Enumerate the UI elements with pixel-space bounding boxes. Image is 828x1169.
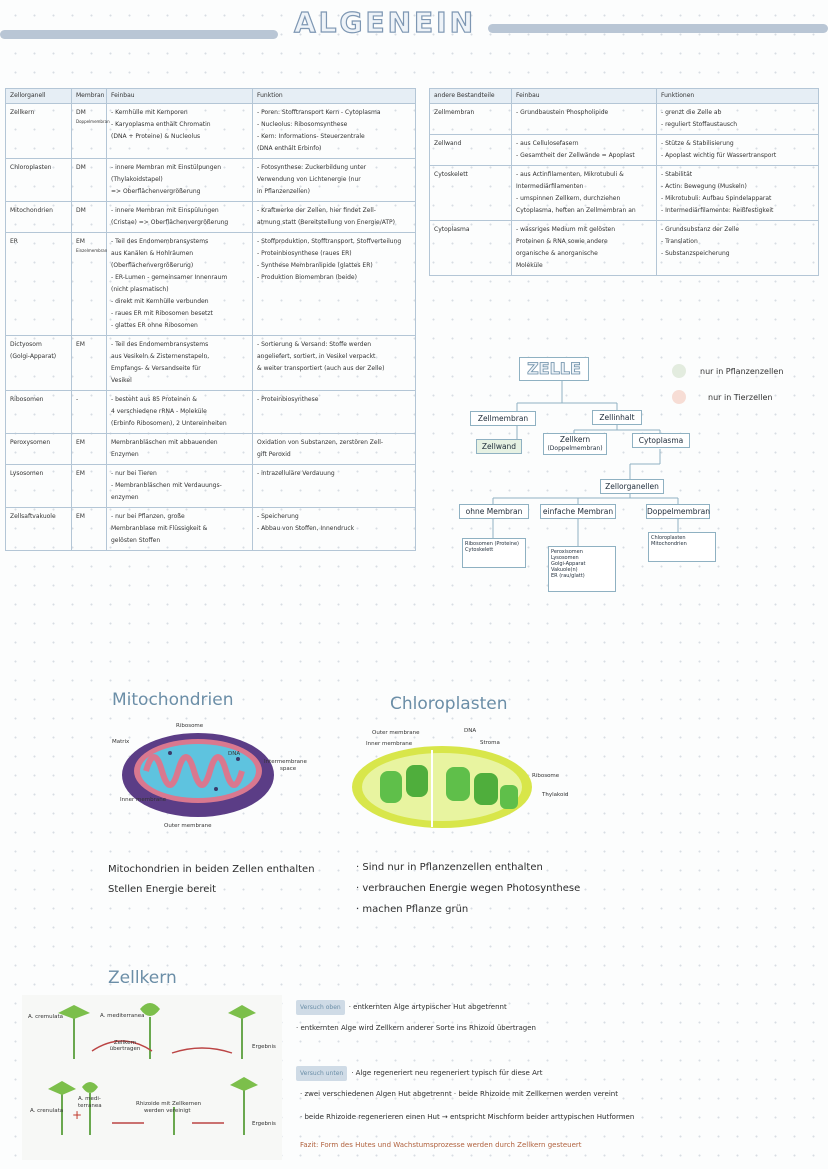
chloro-heading: Chloroplasten [390, 694, 508, 714]
organelle-name: Ribosomen [10, 396, 44, 403]
feinbau-line: - innere Membran mit Einspülungen [111, 207, 219, 214]
chloro-label-dna: DNA [464, 728, 477, 734]
fazit: Fazit: Form des Hutes und Wachstumsprozesse werden durch Zellkern gesteuert [300, 1141, 582, 1149]
chloro-label-inner: Inner membrane [366, 741, 413, 747]
membran-value: DM [76, 207, 86, 214]
tree-root-zelle: ZELLE [519, 357, 589, 381]
header-cell: andere Bestandteile [430, 89, 512, 104]
feinbau-line: - ER-Lumen - gemeinsamer Innenraum [111, 274, 228, 281]
mito-label-dna: DNA [228, 751, 241, 757]
feinbau-line: (Oberflächenvergrößerung) [111, 262, 194, 269]
header-cell: Funktion [253, 89, 416, 104]
funktion-line: - Sortierung & Versand: Stoffe werden [257, 341, 372, 348]
versuch-unten-text-1: · Alge regeneriert neu regeneriert typisch für diese Art [351, 1069, 543, 1077]
organelle-name-2: (Golgi-Apparat) [10, 353, 57, 360]
legend-animal-label: nur in Tierzellen [708, 393, 773, 402]
kern-heading: Zellkern [108, 968, 177, 988]
chloro-label-stroma: Stroma [480, 740, 500, 746]
chloro-note-2: · verbrauchen Energie wegen Photosynthese [356, 883, 581, 894]
feinbau-line: - umspinnen Zellkern, durchziehen [516, 195, 621, 202]
mito-label-intermembrane: Intermembrane [264, 759, 307, 765]
tree-list-item: Ribosomen (Proteine) [465, 541, 519, 547]
feinbau-line: - Grundbaustein Phospholipide [516, 109, 609, 116]
feinbau-line: (DNA + Proteine) & Nucleolus [111, 133, 201, 140]
funktion-line: - Fotosynthese: Zuckerbildung unter [257, 164, 367, 171]
feinbau-line: Intermediärfilamenten [516, 183, 584, 190]
header-cell: Feinbau [512, 89, 657, 104]
tree-zellkern-label: Zellkern [559, 435, 591, 444]
funktion-line: gift Peroxid [257, 451, 291, 458]
feinbau-line: organische & anorganische [516, 250, 598, 257]
mito-label-outer: Outer membrane [164, 823, 212, 829]
feinbau-line: (Cristae) => Oberflächenvergrößerung [111, 219, 229, 226]
mito-label-space: space [280, 766, 297, 772]
tree-zellmembran: Zellmembran [470, 411, 536, 426]
kern-label-mediterranea: A. mediterranea [100, 1013, 145, 1019]
versuch-oben-tag: Versuch oben [296, 1000, 345, 1015]
kern-label-med2a: A. medi- [78, 1096, 101, 1102]
membran-value: EM [76, 439, 85, 446]
tree-list-item: Chloroplasten [651, 535, 686, 541]
feinbau-line: - Teil des Endomembransystems [111, 341, 209, 348]
funktion-line: - grenzt die Zelle ab [661, 109, 722, 116]
funktion-line: - reguliert Stoffaustausch [661, 121, 738, 128]
mito-label-inner: Inner membrane [120, 797, 167, 803]
feinbau-line: - innere Membran mit Einstülpungen [111, 164, 222, 171]
feinbau-line: - direkt mit Kernhülle verbunden [111, 298, 209, 305]
feinbau-line: (Thylakoidstapel) [111, 176, 163, 183]
organelle-name: Chloroplasten [10, 164, 52, 171]
chloro-label-ribosome: Ribosome [532, 773, 560, 779]
feinbau-line: Membranblase mit Flüssigkeit & [111, 525, 208, 532]
legend-plant-label: nur in Pflanzenzellen [700, 367, 784, 376]
feinbau-line: aus Kanälen & Hohlräumen [111, 250, 194, 257]
component-name: Zellwand [434, 140, 462, 147]
funktion-line: - Grundsubstanz der Zelle [661, 226, 740, 233]
funktion-line: Verwendung von Lichtenergie (nur [257, 176, 361, 183]
funktion-line: - Poren: Stofftransport Kern - Cytoplasma [257, 109, 381, 116]
feinbau-line: - aus Actinfilamenten, Mikrotubuli & [516, 171, 624, 178]
feinbau-line: - Membranbläschen mit Verdauungs- [111, 482, 222, 489]
funktion-line: - Intermediärfilamente: Reißfestigkeit [661, 207, 774, 214]
header-cell: Zellorganell [6, 89, 72, 104]
versuch-unten-line-3: · beide Rhizoide regenerieren einen Hut → entspricht Mischform beider arttypischen Hutformen [300, 1113, 635, 1121]
header-cell: Membran [72, 89, 107, 104]
feinbau-line: 4 verschiedene rRNA - Moleküle [111, 408, 207, 415]
funktion-line: - Kern: Informations- Steuerzentrale [257, 133, 365, 140]
membran-value: EM [76, 513, 85, 520]
feinbau-line: - nur bei Tieren [111, 470, 157, 477]
tree-doppel-items [648, 532, 716, 562]
chloro-note-1: · Sind nur in Pflanzenzellen enthalten [356, 862, 543, 873]
membran-value: EM [76, 470, 85, 477]
component-name: Zellmembran [434, 109, 475, 116]
feinbau-line: - aus Cellulosefasern [516, 140, 579, 147]
organelle-name: Zellsaftvakuole [10, 513, 56, 520]
tree-doppelmembran: Doppelmembran [646, 504, 710, 519]
kern-label-ergebnis: Ergebnis [252, 1044, 276, 1050]
mito-note-2: Stellen Energie bereit [108, 884, 217, 895]
funktion-line: - Speicherung [257, 513, 299, 520]
tree-list-item: Vakuole(n) [551, 567, 578, 573]
legend-animal-dot [672, 390, 686, 404]
funktion-line: - Translation [661, 238, 698, 245]
feinbau-line: Moleküle [516, 262, 543, 269]
kern-label-rhizoide1: Rhizoide mit Zellkernen [136, 1101, 202, 1107]
mito-heading: Mitochondrien [112, 690, 234, 710]
feinbau-line: - Teil des Endomembransystems [111, 238, 209, 245]
component-name: Cytoplasma [434, 226, 470, 233]
versuch-oben-line-2: · entkernten Alge wird Zellkern anderer Sorte ins Rhizoid übertragen [296, 1024, 536, 1032]
feinbau-line: - besteht aus 85 Proteinen & [111, 396, 197, 403]
versuch-unten-line-1 [296, 1066, 542, 1081]
feinbau-line: Empfangs- & Versandseite für [111, 365, 201, 372]
funktion-line: - Synthese Membranlipide (glattes ER) [257, 262, 373, 269]
organelle-name: Zellkern [10, 109, 35, 116]
feinbau-line: - Karyoplasma enthält Chromatin [111, 121, 211, 128]
tree-ohne-membran: ohne Membran [459, 504, 529, 519]
versuch-unten-tag: Versuch unten [296, 1066, 347, 1081]
feinbau-line: enzymen [111, 494, 139, 501]
feinbau-line: - raues ER mit Ribosomen besetzt [111, 310, 213, 317]
chloro-label-outer: Outer membrane [372, 730, 420, 736]
organelle-name: Dictyosom [10, 341, 42, 348]
legend-plant-dot [672, 364, 686, 378]
tree-cytoplasma: Cytoplasma [632, 433, 690, 448]
organelle-name: Mitochondrien [10, 207, 53, 214]
funktion-line: Oxidation von Substanzen, zerstören Zell- [257, 439, 384, 446]
funktion-line: in Pflanzenzellen) [257, 188, 310, 195]
membran-note: Einzelmembran [76, 248, 108, 253]
chloroplast-illustration [350, 745, 540, 833]
feinbau-line: => Oberflächenvergrößerung [111, 188, 201, 195]
funktion-line: (DNA enthält Erbinfo) [257, 145, 322, 152]
mito-label-matrix: Matrix [112, 739, 130, 745]
tree-list-item: Golgi-Apparat [551, 561, 586, 567]
tree-zellkern-note: (Doppelmembran) [547, 445, 603, 452]
tree-einfache-membran: einfache Membran [540, 504, 616, 519]
tree-list-item: ER (rau/glatt) [551, 573, 585, 579]
feinbau-line: (nicht plasmatisch) [111, 286, 169, 293]
mitochondrion-illustration [120, 715, 280, 830]
feinbau-line: gelösten Stoffen [111, 537, 161, 544]
feinbau-line: - glattes ER ohne Ribosomen [111, 322, 198, 329]
tree-list-item: Lysosomen [551, 555, 579, 561]
organelle-name: Lysosomen [10, 470, 44, 477]
versuch-oben-text-1: · entkernten Alge artypischer Hut abgetrennt [348, 1003, 507, 1011]
membran-note: Doppelmembran [76, 119, 110, 124]
chloro-note-3: · machen Pflanze grün [356, 904, 469, 915]
tree-list-item: Mitochondrien [651, 541, 687, 547]
organelle-name: ER [10, 238, 18, 245]
funktion-line: - Produktion Biomembran (beide) [257, 274, 357, 281]
feinbau-line: Cytoplasma, heften an Zellmembran an [516, 207, 636, 214]
page-title: ALGENEIN [294, 6, 477, 39]
feinbau-line: (Erbinfo Ribosomen), 2 Untereinheiten [111, 420, 227, 427]
feinbau-line: aus Vesikeln & Zisternenstapeln, [111, 353, 210, 360]
kern-label-kern-uebertragen: Zellkern übertragen [109, 1040, 141, 1052]
membran-value: EM [76, 238, 85, 245]
funktion-line: - Abbau von Stoffen, Innendruck [257, 525, 355, 532]
funktion-line: - Mikrotubuli: Aufbau Spindelapparat [661, 195, 772, 202]
feinbau-line: - wässriges Medium mit gelösten [516, 226, 616, 233]
funktion-line: - Apoplast wichtig für Wassertransport [661, 152, 777, 159]
tree-list-item: Peroxisomen [551, 549, 583, 555]
funktion-line: - Actin: Bewegung (Muskeln) [661, 183, 747, 190]
feinbau-line: Membranbläschen mit abbauenden [111, 439, 218, 446]
tree-zellinhalt: Zellinhalt [592, 410, 642, 425]
tree-zellorganellen: Zellorganellen [600, 479, 664, 494]
feinbau-line: Enzymen [111, 451, 139, 458]
kern-label-ergebnis2: Ergebnis [252, 1121, 276, 1127]
funktion-line: - Nucleolus: Ribosomsynthese [257, 121, 348, 128]
tree-list-item: Cytoskelett [465, 547, 494, 553]
membran-value: - [76, 396, 79, 403]
mito-note-1: Mitochondrien in beiden Zellen enthalten [108, 864, 315, 875]
membran-value: DM [76, 109, 86, 116]
organelle-name: Peroxysomen [10, 439, 51, 446]
feinbau-line: - nur bei Pflanzen, große [111, 513, 185, 520]
funktion-line: - Stütze & Stabilisierung [661, 140, 734, 147]
funktion-line: - Stoffproduktion, Stofftransport, Stoffverteilung [257, 238, 402, 245]
tree-zellkern [543, 433, 607, 455]
feinbau-line: Vesikel [111, 377, 132, 384]
funktion-line: angeliefert, sortiert, in Vesikel verpackt [257, 353, 376, 360]
funktion-line: - Proteinbiosynthese [257, 396, 319, 403]
tree-zellwand: Zellwand [476, 439, 522, 454]
feinbau-line: - Kernhülle mit Kernporen [111, 109, 188, 116]
funktion-line: atmung statt (Bereitstellung von Energie/ATP) [257, 219, 396, 226]
component-name: Cytoskelett [434, 171, 468, 178]
tree-einfache-items [548, 546, 616, 592]
funktion-line: - intrazelluläre Verdauung [257, 470, 335, 477]
kern-label-med2b: terranea [78, 1103, 102, 1109]
kern-label-rhizoide2: werden vereinigt [144, 1108, 191, 1114]
feinbau-line: Proteinen & RNA sowie andere [516, 238, 608, 245]
funktion-line: - Substanzspeicherung [661, 250, 730, 257]
kern-label-crenulata: A. cremulata [28, 1014, 63, 1020]
feinbau-line: - Gesamtheit der Zellwände = Apoplast [516, 152, 635, 159]
mito-label-ribosome: Ribosome [176, 723, 204, 729]
header-cell: Funktionen [657, 89, 819, 104]
svg-text:+: + [72, 1108, 83, 1122]
chloro-label-thylakoid: Thylakoid [542, 792, 569, 798]
versuch-oben-line-1 [296, 1000, 507, 1015]
membran-value: EM [76, 341, 85, 348]
funktion-line: - Proteinbiosynthese (raues ER) [257, 250, 352, 257]
header-cell: Feinbau [107, 89, 253, 104]
kern-label-crenulata2: A. crenulata [30, 1108, 64, 1114]
funktion-line: - Kraftwerke der Zellen, hier findet Zell- [257, 207, 376, 214]
funktion-line: & weiter transportiert (auch aus der Zelle) [257, 365, 385, 372]
membran-value: DM [76, 164, 86, 171]
tree-ohne-items [462, 538, 526, 568]
funktion-line: - Stabilität [661, 171, 693, 178]
versuch-unten-line-2: · zwei verschiedenen Algen Hut abgetrennt · beide Rhizoide mit Zellkernen werden vereint [300, 1090, 618, 1098]
